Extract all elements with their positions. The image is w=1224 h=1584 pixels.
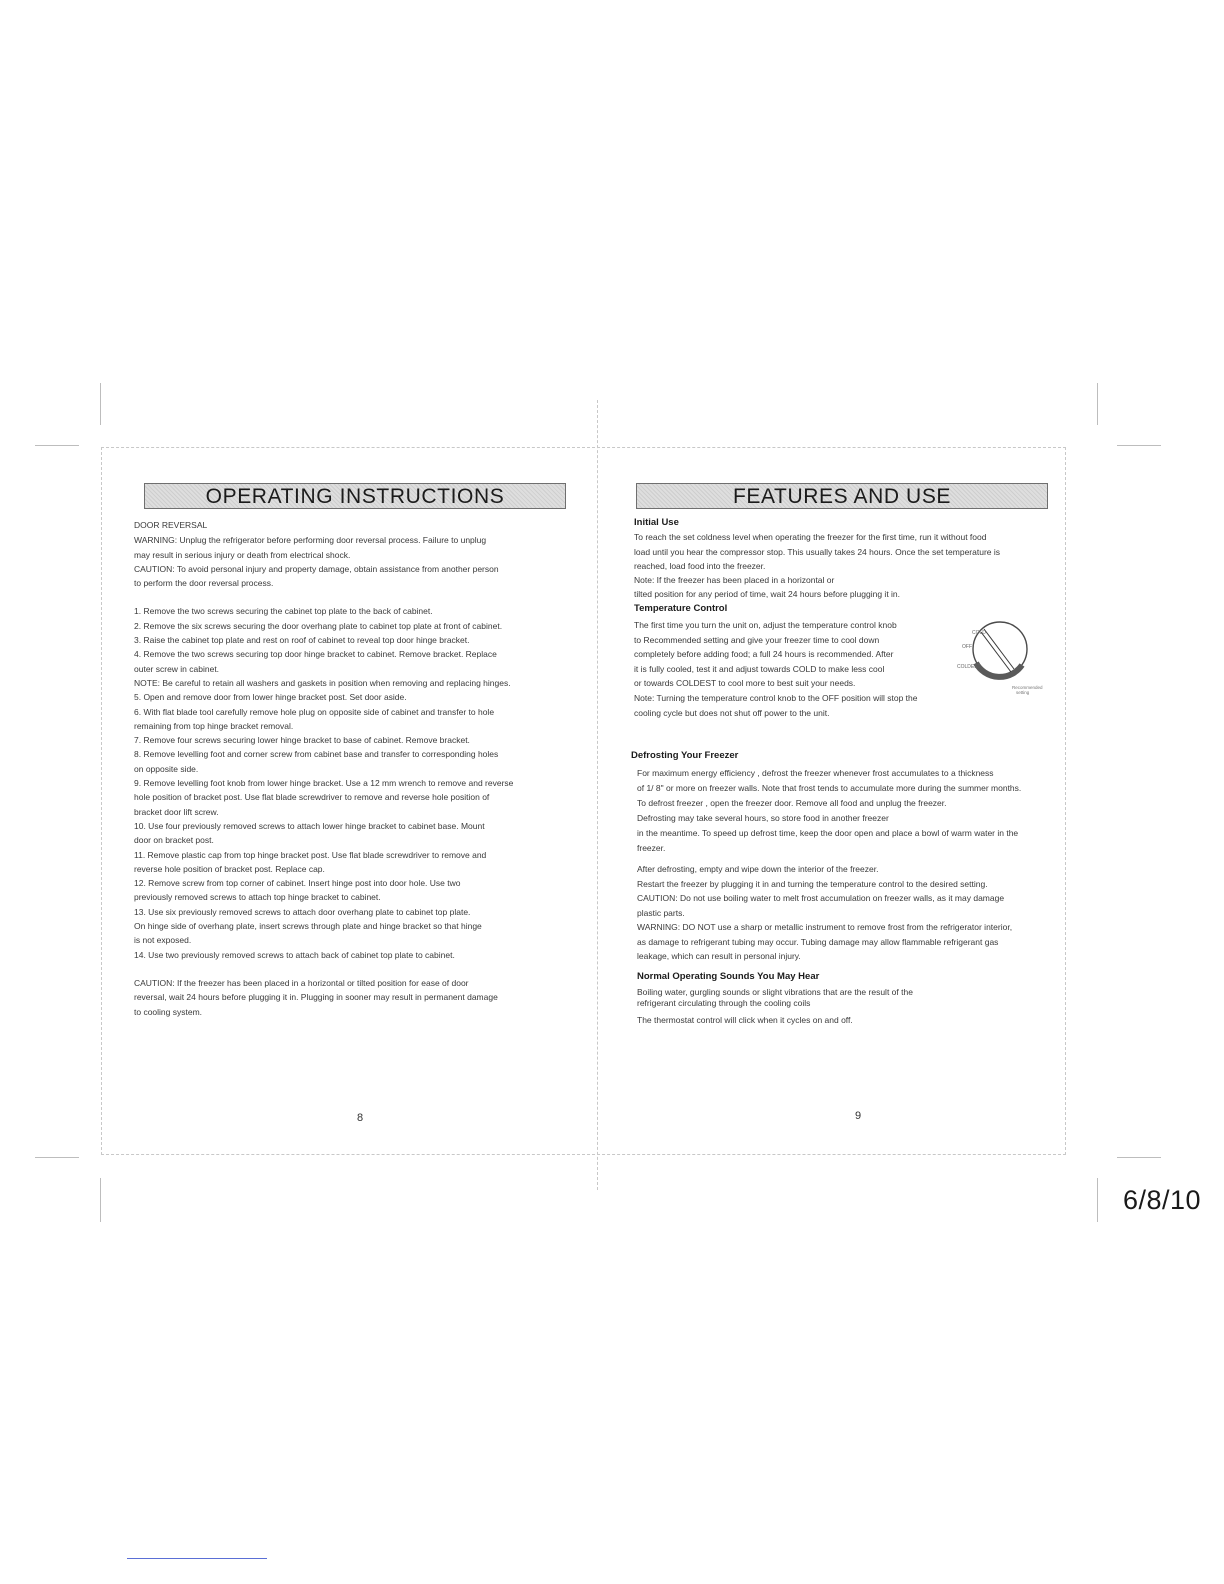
text-line: For maximum energy efficiency , defrost the freezer whenever frost accumulates to a thickness (637, 768, 994, 779)
underline-mark (127, 1558, 267, 1559)
text-line: 1. Remove the two screws securing the cabinet top plate to the back of cabinet. (134, 606, 433, 617)
text-line: The first time you turn the unit on, adjust the temperature control knob (634, 620, 897, 631)
text-line: CAUTION: If the freezer has been placed in a horizontal or tilted position for ease of door (134, 977, 469, 988)
section-heading: Normal Operating Sounds You May Hear (637, 970, 820, 982)
crop-mark (1097, 383, 1098, 425)
text-line: in the meantime. To speed up defrost time, keep the door open and place a bowl of warm water in the (637, 828, 1019, 839)
text-line: load until you hear the compressor stop. This usually takes 24 hours. Once the set temperature is (634, 546, 1001, 557)
text-line: 13. Use six previously removed screws to attach door overhang plate to cabinet top plate. (134, 906, 471, 917)
text-line (134, 962, 513, 976)
text-line: 7. Remove four screws securing lower hinge bracket to base of cabinet. Remove bracket. (134, 735, 470, 746)
text-line: of 1/ 8" or more on freezer walls. Note that frost tends to accumulate more during the summer months. (637, 783, 1022, 794)
text-line: remaining from top hinge bracket removal. (134, 720, 294, 731)
text-line: 12. Remove screw from top corner of cabinet. Insert hinge post into door hole. Use two (134, 878, 461, 889)
text-line: is not exposed. (134, 935, 192, 946)
text-line: previously removed screws to attach top hinge bracket to cabinet. (134, 892, 381, 903)
text-line: cooling cycle but does not shut off power to the unit. (634, 707, 830, 718)
text-line: After defrosting, empty and wipe down the interior of the freezer. (637, 864, 879, 875)
text-line: To reach the set coldness level when operating the freezer for the first time, run it without food (634, 532, 987, 543)
text-line: 6. With flat blade tool carefully remove hole plug on opposite side of cabinet and transfer to hole (134, 706, 495, 717)
text-line: CAUTION: Do not use boiling water to melt frost accumulation on freezer walls, as it may damage (637, 893, 1005, 904)
text-line: 8. Remove levelling foot and corner screw from cabinet base and transfer to corresponding holes (134, 749, 499, 760)
text-line: NOTE: Be careful to retain all washers and gaskets in position when removing and replacing hinges. (134, 677, 511, 688)
knob-label-coldest: COLDEST (957, 664, 981, 670)
text-line: as damage to refrigerant tubing may occur. Tubing damage may allow flammable refrigerant gas (637, 936, 999, 947)
text-line: refrigerant circulating through the cooling coils (637, 998, 811, 1009)
text-line: CAUTION: To avoid personal injury and property damage, obtain assistance from another person (134, 563, 499, 574)
text-line: 11. Remove plastic cap from top hinge bracket post. Use flat blade screwdriver to remove and (134, 849, 487, 860)
text-line: 9. Remove levelling foot knob from lower hinge bracket. Use a 12 mm wrench to remove and reverse (134, 778, 514, 789)
text-line: door on bracket post. (134, 835, 214, 846)
text-line: The thermostat control will click when it cycles on and off. (637, 1015, 853, 1026)
text-line: Boiling water, gurgling sounds or slight vibrations that are the result of the (637, 987, 913, 998)
text-line: tilted position for any period of time, wait 24 hours before plugging it in. (634, 589, 901, 600)
text-line: To defrost freezer , open the freezer door. Remove all food and unplug the freezer. (637, 798, 947, 809)
crop-mark (1117, 445, 1161, 446)
text-line: WARNING: DO NOT use a sharp or metallic instrument to remove frost from the refrigerator interior, (637, 922, 1013, 933)
section-heading: Initial Use (634, 517, 679, 528)
crop-mark (100, 383, 101, 425)
text-line: 10. Use four previously removed screws to attach lower hinge bracket to cabinet base. Mount (134, 820, 485, 831)
crop-mark (1097, 1178, 1098, 1222)
text-line: plastic parts. (637, 907, 685, 918)
text-line: freezer. (637, 843, 666, 854)
page-number: 8 (357, 1112, 364, 1124)
text-line: Defrosting may take several hours, so store food in another freezer (637, 813, 889, 824)
temperature-knob-diagram (952, 617, 1056, 699)
text-line (134, 590, 513, 604)
text-line: On hinge side of overhang plate, insert screws through plate and hinge bracket so that hinge (134, 921, 482, 932)
text-line: to perform the door reversal process. (134, 578, 274, 589)
section-heading: Defrosting Your Freezer (631, 750, 739, 761)
knob-label-setting: setting (1016, 690, 1030, 695)
page-banner-features-and-use: FEATURES AND USE (636, 483, 1048, 509)
page-number: 9 (855, 1110, 862, 1122)
crop-mark (100, 1178, 101, 1222)
crop-mark (35, 1157, 79, 1158)
initial-use-section (634, 516, 1000, 720)
text-line: DOOR REVERSAL (134, 520, 208, 530)
text-line: reversal, wait 24 hours before plugging it in. Plugging in sooner may result in permanent damage (134, 992, 498, 1003)
knob-label-recommended: Recommended (1012, 685, 1043, 690)
text-line: completely before adding food; a full 24 hours is recommended. After (634, 649, 894, 660)
date-stamp: 6/8/10 (1123, 1185, 1202, 1215)
text-line: 4. Remove the two screws securing top door hinge bracket to cabinet. Remove bracket. Replace (134, 649, 497, 660)
knob-label-off: OFF (962, 644, 972, 650)
defrosting-section (631, 749, 1021, 1026)
text-line: leakage, which can result in personal injury. (637, 951, 801, 962)
text-line: 3. Raise the cabinet top plate and rest on roof of cabinet to reveal top door hinge bracket. (134, 635, 470, 646)
crop-mark (1117, 1157, 1161, 1158)
text-line: reverse hole position of bracket post. Replace cap. (134, 863, 325, 874)
text-line: Note: Turning the temperature control knob to the OFF position will stop the (634, 693, 918, 704)
text-line: 14. Use two previously removed screws to attach back of cabinet top plate to cabinet. (134, 949, 455, 960)
section-heading: Temperature Control (634, 602, 728, 614)
text-line: WARNING: Unplug the refrigerator before performing door reversal process. Failure to unplug (134, 535, 487, 546)
text-line: to cooling system. (134, 1006, 203, 1017)
text-line: it is fully cooled, test it and adjust towards COLD to make less cool (634, 663, 885, 674)
text-line: Restart the freezer by plugging it in and turning the temperature control to the desired setting. (637, 878, 988, 889)
text-line: Note: If the freezer has been placed in a horizontal or (634, 575, 835, 586)
text-line: on opposite side. (134, 763, 199, 774)
text-line: bracket door lift screw. (134, 806, 219, 817)
text-line: reached, load food into the freezer. (634, 560, 766, 571)
text-line: 5. Open and remove door from lower hinge bracket post. Set door aside. (134, 692, 407, 703)
text-line: hole position of bracket post. Use flat blade screwdriver to remove and reverse hole position of (134, 792, 490, 803)
text-line: outer screw in cabinet. (134, 663, 220, 674)
text-line: to Recommended setting and give your freezer time to cool down (634, 634, 880, 645)
text-line: may result in serious injury or death from electrical shock. (134, 549, 351, 560)
crop-mark (35, 445, 79, 446)
knob-label-cold: COLD (972, 630, 986, 636)
page-banner-operating-instructions: OPERATING INSTRUCTIONS (144, 483, 566, 509)
left-page-body (134, 518, 513, 1019)
text-line: or towards COLDEST to cool more to best suit your needs. (634, 678, 856, 689)
text-line: 2. Remove the six screws securing the door overhang plate to cabinet top plate at front of cabinet. (134, 620, 503, 631)
